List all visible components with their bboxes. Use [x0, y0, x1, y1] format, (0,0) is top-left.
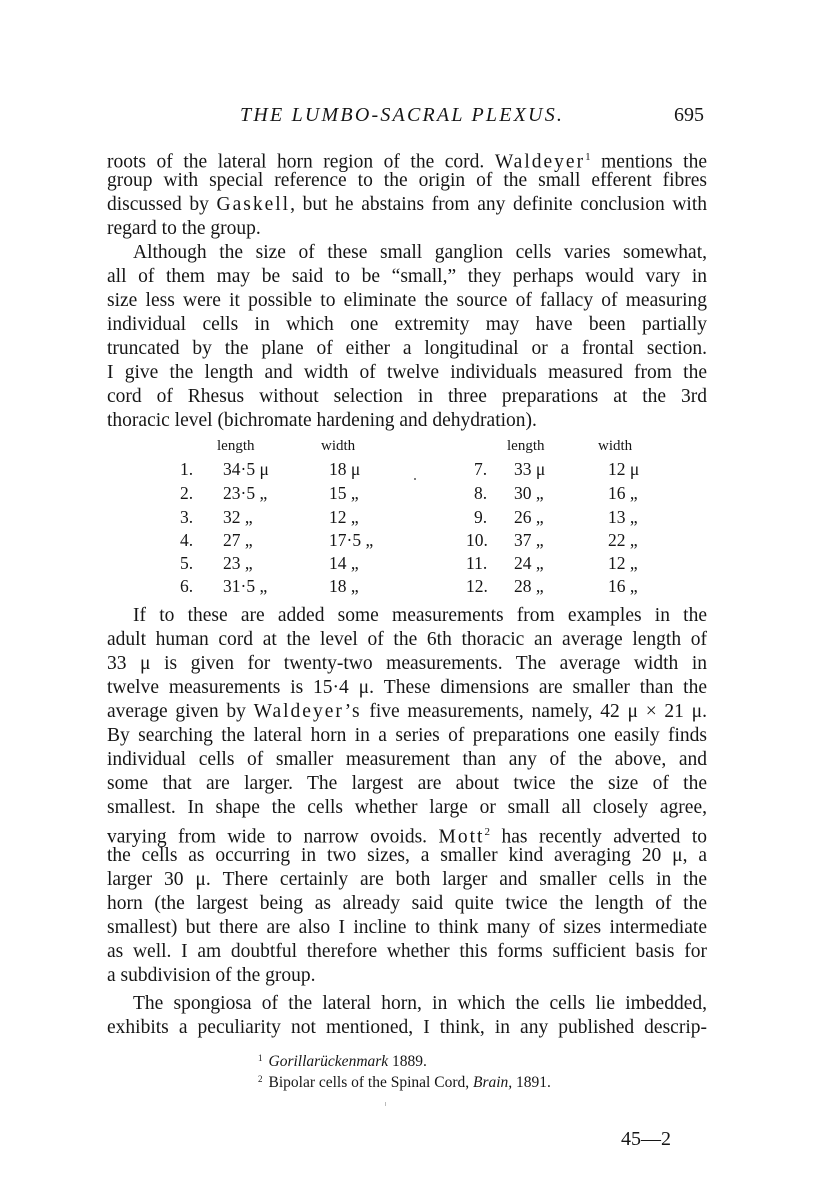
table-row: 4. 27 „ 17·5 „ 10. 37 „ 22 „ [180, 530, 638, 550]
paragraph-3-line-4: twelve measurements is 15·4 μ. These dimensions are smaller than the [107, 677, 707, 698]
paragraph-1-line-2: group with special reference to the origin of the small efferent fibres [107, 170, 707, 191]
paragraph-2-line-2: all of them may be said to be “small,” they perhaps would vary in [107, 266, 707, 287]
table-row: 2. 23·5 „ 15 „ 8. 30 „ 16 „ [180, 483, 638, 503]
paragraph-2-line-6: I give the length and width of twelve individuals measured from the [107, 362, 707, 383]
table-row: 1. 34·5 μ 18 μ 7. 33 μ 12 μ [180, 459, 640, 479]
footnote-ref-1: 1 [585, 151, 591, 163]
paragraph-2-line-3: size less were it possible to eliminate the source of fallacy of measuring [107, 290, 707, 311]
paragraph-3-line-6: By searching the lateral horn in a series of preparations one easily finds [107, 725, 707, 746]
paragraph-2-line-7: cord of Rhesus without selection in three preparations at the 3rd [107, 386, 707, 407]
footnote-2: $^2$ Bipolar cells of the Spinal Cord, Brain, 1891. [258, 1074, 551, 1091]
page-number: 695 [674, 104, 704, 126]
paragraph-3-line-9: smallest. In shape the cells whether large or small all closely agree, [107, 797, 707, 818]
footnote-1: $^1$ Gorillarückenmark 1889. [258, 1053, 427, 1070]
table-row: 6. 31·5 „ 18 „ 12. 28 „ 16 „ [180, 576, 638, 596]
paragraph-3-line-8: some that are larger. The largest are about twice the size of the [107, 773, 707, 794]
paragraph-1-line-1: roots of the lateral horn region of the cord. Waldeyer$^1$ mentions the [107, 151, 707, 173]
author-name-waldeyer: Waldeyer [494, 151, 586, 173]
paragraph-3-line-15: as well. I am doubtful therefore whether this forms sufficient basis for [107, 941, 707, 962]
paragraph-2-line-4: individual cells in which one extremity may have been partially [107, 314, 707, 335]
running-header-title: THE LUMBO-SACRAL PLEXUS. [240, 104, 565, 126]
author-name-waldeyers: Waldeyer’s [253, 701, 362, 722]
paragraph-3-line-7: individual cells of smaller measurement than any of the above, and [107, 749, 707, 770]
printer-signature-mark: 45—2 [621, 1128, 671, 1150]
author-name-mott: Mott [438, 826, 485, 848]
paragraph-3-line-14: smallest) but there are also I incline to think many of sizes intermediate [107, 917, 707, 938]
paragraph-3-line-12: larger 30 μ. There certainly are both larger and smaller cells in the [107, 869, 707, 890]
paragraph-3-line-2: adult human cord at the level of the 6th thoracic an average length of [107, 629, 707, 650]
paragraph-3-line-5: average given by Waldeyer’s five measurements, namely, 42 μ × 21 μ. [107, 701, 707, 722]
column-header-length-left: length [217, 438, 255, 454]
column-header-width-left: width [321, 438, 356, 454]
column-header-width-right: width [598, 438, 633, 454]
footnote-ref-2: 2 [484, 826, 490, 838]
paragraph-3-line-10: varying from wide to narrow ovoids. Mott$^2$ has recently adverted to [107, 826, 707, 848]
paragraph-3-line-16: a subdivision of the group. [107, 965, 316, 986]
column-header-length-right: length [507, 438, 545, 454]
paragraph-2-line-5: truncated by the plane of either a longitudinal or a frontal section. [107, 338, 707, 359]
table-row: 3. 32 „ 12 „ 9. 26 „ 13 „ [180, 507, 638, 527]
paragraph-3-line-3: 33 μ is given for twenty-two measurements. The average width in [107, 653, 707, 674]
paragraph-3-line-13: horn (the largest being as already said quite twice the length of the [107, 893, 707, 914]
paragraph-1-line-3: discussed by Gaskell, but he abstains from any definite conclusion with [107, 194, 707, 215]
print-mark [385, 1102, 386, 1106]
table-row: 5. 23 „ 14 „ 11. 24 „ 12 „ [180, 553, 638, 573]
paragraph-2-line-8: thoracic level (bichromate hardening and dehydration). [107, 410, 537, 431]
paragraph-3-line-1: If to these are added some measurements from examples in the [133, 605, 707, 626]
paragraph-4-line-1: The spongiosa of the lateral horn, in which the cells lie imbedded, [133, 993, 707, 1014]
paragraph-4-line-2: exhibits a peculiarity not mentioned, I think, in any published descrip- [107, 1017, 707, 1038]
paragraph-3-line-11: the cells as occurring in two sizes, a smaller kind averaging 20 μ, a [107, 845, 707, 866]
paragraph-1-line-4: regard to the group. [107, 218, 261, 239]
paragraph-2-line-1: Although the size of these small ganglion cells varies somewhat, [133, 242, 707, 263]
author-name-gaskell: Gaskell [216, 194, 291, 215]
